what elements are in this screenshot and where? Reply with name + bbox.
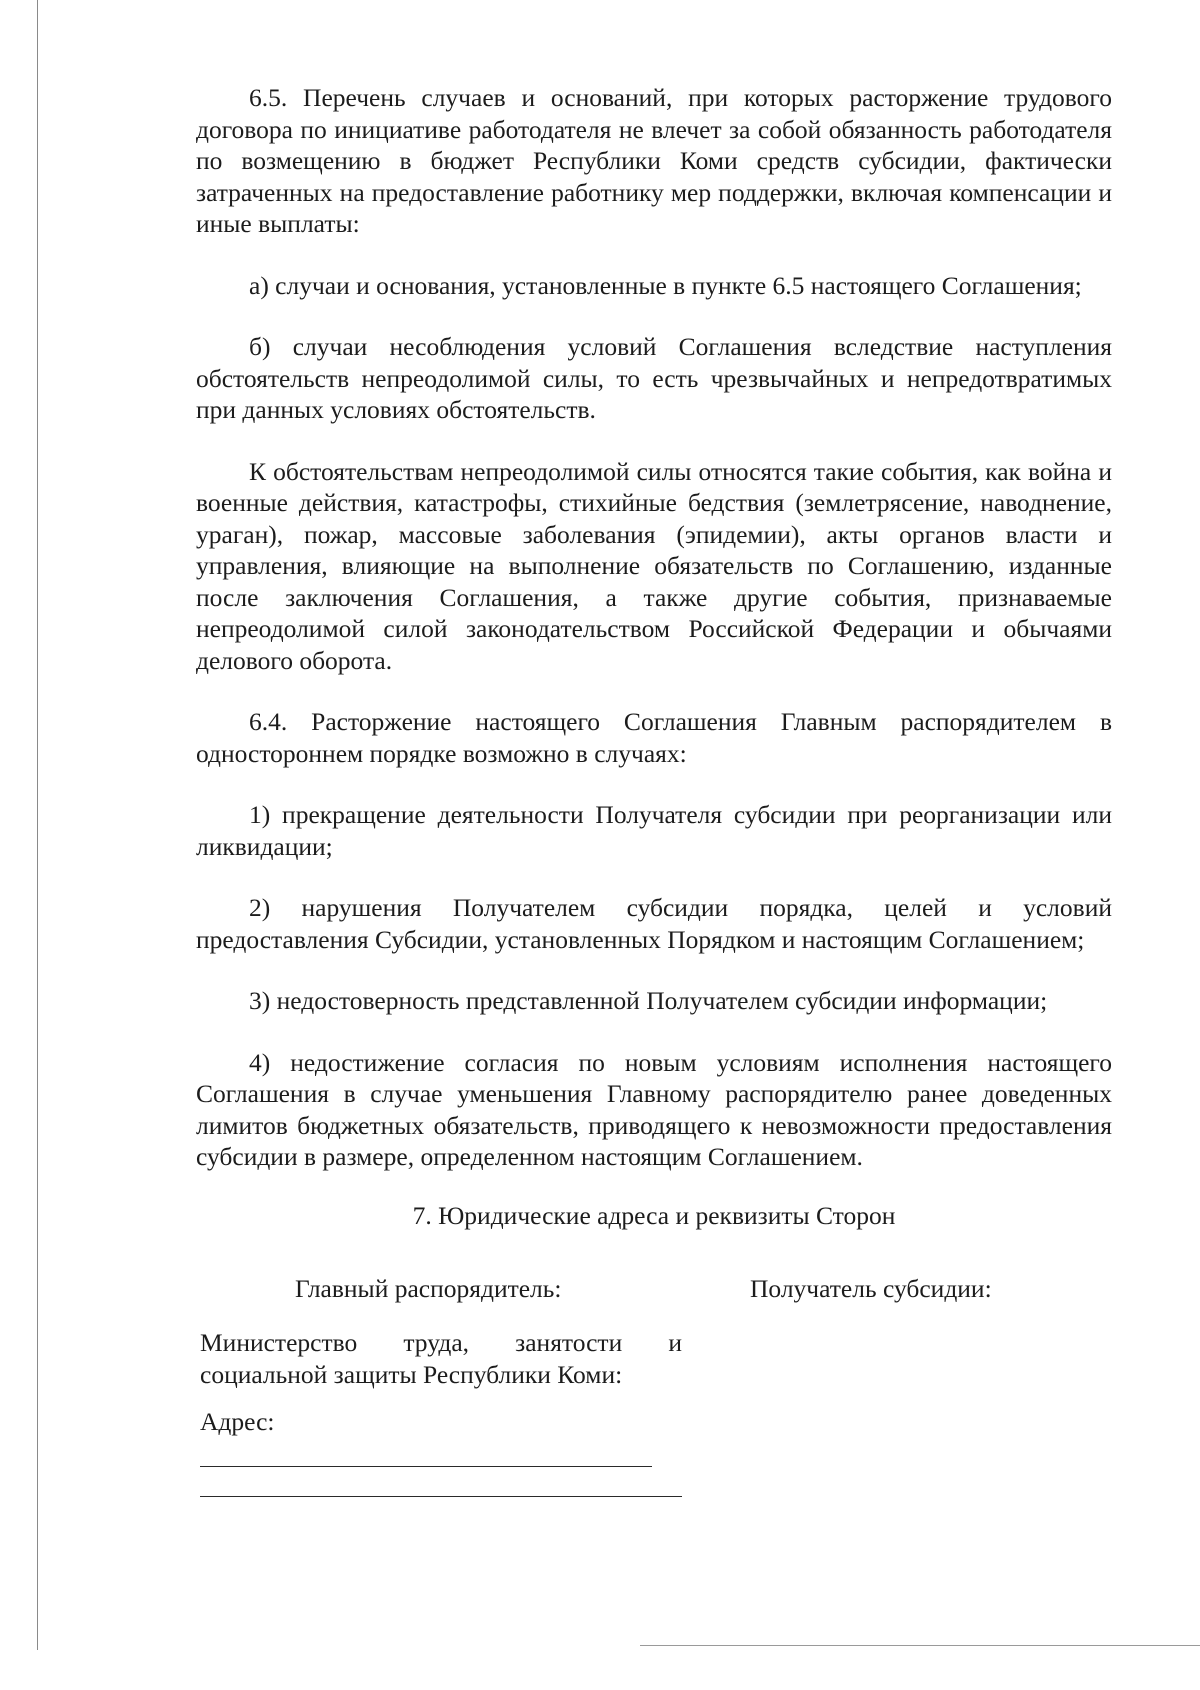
address-label: Адрес:	[200, 1407, 275, 1436]
scan-border-bottom	[640, 1645, 1200, 1646]
paragraph-6-4: 6.4. Расторжение настоящего Соглашения Главным распорядителем в одностороннем порядке возможно в случаях:	[196, 707, 1112, 768]
paragraph-item-3: 3) недостоверность представленной Получателем субсидии информации;	[249, 986, 1048, 1015]
paragraph-item-4: 4) недостижение согласия по новым условиям исполнения настоящего Соглашения в случае уменьшения Главному распорядителю ранее доведенных лимитов бюджетных обязательств, приводящего к невозможности предоставления субсидии в размере, определенном настоящим Соглашением.	[196, 1047, 1112, 1171]
paragraph-item-1: 1) прекращение деятельности Получателя субсидии при реорганизации или ликвидации;	[196, 800, 1112, 861]
section-7-heading: 7. Юридические адреса и реквизиты Сторон	[412, 1201, 896, 1230]
address-blank-line	[200, 1466, 652, 1467]
paragraph-case-b: б) случаи несоблюдения условий Соглашения вследствие наступления обстоятельств непреодолимой силы, то есть чрезвычайных и непредотвратимых при данных условиях обстоятельств.	[196, 332, 1112, 424]
ministry-name: Министерство труда, занятости и социальной защиты Республики Коми:	[200, 1328, 682, 1389]
paragraph-item-2: 2) нарушения Получателем субсидии порядка, целей и условий предоставления Субсидии, установленных Порядком и настоящим Соглашением;	[196, 893, 1112, 954]
address-blank-line	[200, 1496, 682, 1497]
document-body	[196, 82, 1112, 1203]
paragraph-6-5: 6.5. Перечень случаев и оснований, при которых расторжение трудового договора по инициативе работодателя не влечет за собой обязанность работодателя по возмещению в бюджет Республики Коми средств субсидии, фактически затраченных на предоставление работнику мер поддержки, включая компенсации и иные выплаты:	[196, 83, 1112, 238]
paragraph-case-a: а) случаи и основания, установленные в пункте 6.5 настоящего Соглашения;	[249, 270, 1082, 300]
paragraph-force-majeure: К обстоятельствам непреодолимой силы относятся такие события, как война и военные действия, катастрофы, стихийные бедствия (землетрясение, наводнение, ураган), пожар, массовые заболевания (эпидемии), акты органов власти и управления, влияющие на выполнение обязательств по Соглашению, изданные после заключения Соглашения, а также другие события, признаваемые непреодолимой силой законодательством Российской Федерации и обычаями делового оборота.	[196, 456, 1112, 675]
scan-border-left	[37, 0, 38, 1650]
party-right-title: Получатель субсидии:	[750, 1274, 992, 1303]
party-left-title: Главный распорядитель:	[295, 1274, 562, 1303]
